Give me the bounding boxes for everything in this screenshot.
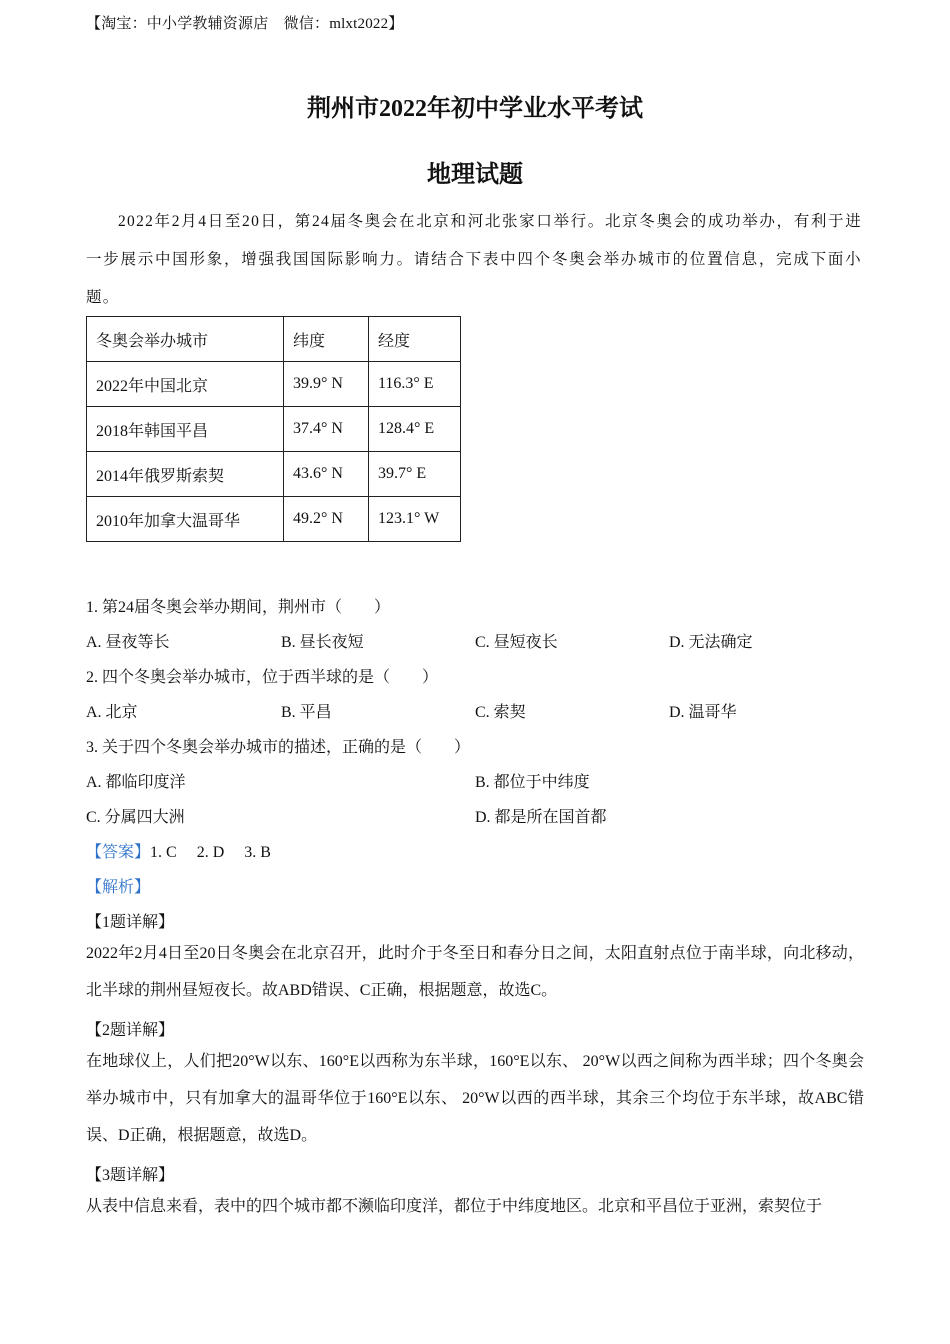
question-3-option-a: A. 都临印度洋 [86, 774, 186, 791]
detail-2-text: 在地球仪上，人们把20°W以东、160°E以西称为东半球，160°E以东、 20°W以西之间称为西半球；四个冬奥会举办城市中，只有加拿大的温哥华位于160°E以东、 20°W以西的西半球，其余三个均位于东半球，故ABC错误、D正确，根据题意，故选D。 [86, 1053, 864, 1144]
table-header-row [87, 317, 461, 362]
question-1-option-d: D. 无法确定 [669, 634, 753, 651]
table-row [87, 497, 461, 542]
header-city: 冬奥会举办城市 [87, 317, 284, 362]
question-3-stem: 3. 关于四个冬奥会举办城市的描述，正确的是（ ） [86, 739, 471, 756]
question-2-option-c: C. 索契 [475, 704, 526, 721]
cell-longitude: 123.1° W [369, 497, 461, 542]
cell-longitude: 116.3° E [369, 362, 461, 407]
cell-latitude: 39.9° N [284, 362, 369, 407]
answer-text: 1. C 2. D 3. B [150, 844, 271, 861]
header-longitude: 经度 [369, 317, 461, 362]
question-2-option-a: A. 北京 [86, 704, 138, 721]
question-1-option-b: B. 昼长夜短 [281, 634, 364, 651]
answer-line [86, 839, 271, 862]
question-3-option-d: D. 都是所在国首都 [475, 809, 607, 826]
answer-label: 【答案】 [86, 844, 151, 861]
cell-longitude: 39.7° E [369, 452, 461, 497]
table-row [87, 407, 461, 452]
analysis-label: 【解析】 [86, 879, 151, 896]
header-latitude: 纬度 [284, 317, 369, 362]
detail-2-heading: 【2题详解】 [86, 1022, 175, 1039]
question-1-stem: 1. 第24届冬奥会举办期间，荆州市（ ） [86, 599, 391, 616]
cell-city: 2010年加拿大温哥华 [87, 497, 284, 542]
question-2-option-b: B. 平昌 [281, 704, 332, 721]
exam-subtitle: 地理试题 [427, 162, 523, 188]
cell-latitude: 43.6° N [284, 452, 369, 497]
exam-title: 荆州市2022年初中学业水平考试 [307, 96, 643, 122]
detail-1-heading: 【1题详解】 [86, 914, 175, 931]
cell-latitude: 49.2° N [284, 497, 369, 542]
cell-city: 2014年俄罗斯索契 [87, 452, 284, 497]
table-row [87, 452, 461, 497]
question-2-option-d: D. 温哥华 [669, 704, 737, 721]
question-1-option-a: A. 昼夜等长 [86, 634, 170, 651]
detail-3-heading: 【3题详解】 [86, 1167, 175, 1184]
question-1-option-c: C. 昼短夜长 [475, 634, 558, 651]
detail-1-text: 2022年2月4日至20日冬奥会在北京召开，此时介于冬至日和春分日之间，太阳直射点位于南半球，向北移动，北半球的荆州昼短夜长。故ABD错误、C正确，根据题意，故选C。 [86, 945, 864, 999]
question-3-option-c: C. 分属四大洲 [86, 809, 185, 826]
table-row [87, 362, 461, 407]
cell-latitude: 37.4° N [284, 407, 369, 452]
cell-city: 2018年韩国平昌 [87, 407, 284, 452]
question-2-stem: 2. 四个冬奥会举办城市，位于西半球的是（ ） [86, 669, 439, 686]
shop-header: 【淘宝：中小学教辅资源店 微信：mlxt2022】 [86, 16, 404, 32]
cell-longitude: 128.4° E [369, 407, 461, 452]
intro-paragraph: 2022年2月4日至20日，第24届冬奥会在北京和河北张家口举行。北京冬奥会的成功举办，有利于进一步展示中国形象，增强我国国际影响力。请结合下表中四个冬奥会举办城市的位置信息，完成下面小题。 [86, 213, 862, 306]
question-3-option-b: B. 都位于中纬度 [475, 774, 590, 791]
cell-city: 2022年中国北京 [87, 362, 284, 407]
city-location-table [86, 316, 461, 542]
detail-3-text: 从表中信息来看，表中的四个城市都不濒临印度洋，都位于中纬度地区。北京和平昌位于亚洲，索契位于 [86, 1198, 823, 1215]
